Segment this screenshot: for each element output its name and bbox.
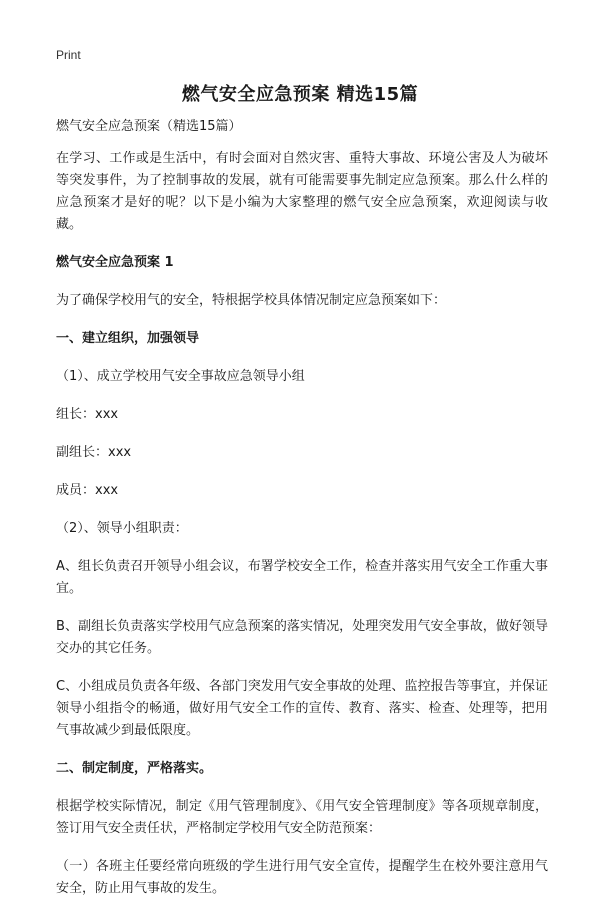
section-heading: 燃气安全应急预案 1 [56, 255, 174, 270]
part-heading: 一、建立组织，加强领导 [56, 331, 200, 346]
part-heading: 二、制定制度，严格落实。 [56, 761, 213, 776]
deputy-line: 副组长：xxx [56, 445, 132, 460]
leader-line: 组长：xxx [56, 407, 119, 422]
intro-paragraph: 在学习、工作或是生活中，有时会面对自然灾害、重特大事故、环境公害及人为破坏等突发事件，为了控制事故的发展，就有可能需要事先制定应急预案。那么什么样的应急预案才是好的呢？以下是小编为大家整理的燃气安全应急预案，欢迎阅读与收藏。 [56, 151, 548, 232]
part-paragraph: （一）各班主任要经常向班级的学生进行用气安全宣传，提醒学生在校外要注意用气安全，防止用气事故的发生。 [56, 859, 548, 896]
list-item: （1）、成立学校用气安全事故应急领导小组 [56, 369, 305, 384]
document-body [56, 116, 548, 916]
section-lead: 为了确保学校用气的安全，特根据学校具体情况制定应急预案如下： [56, 293, 447, 308]
part-paragraph: 根据学校实际情况，制定《用气管理制度》、《用气安全管理制度》等各项规章制度，签订用气安全责任状，严格制定学校用气安全防范预案： [56, 799, 548, 836]
print-label[interactable]: Print [56, 48, 81, 62]
document-subtitle: 燃气安全应急预案（精选15篇） [56, 119, 242, 134]
document-title: 燃气安全应急预案 精选15篇 [181, 84, 419, 105]
duty-paragraph: A、组长负责召开领导小组会议，布署学校安全工作，检查并落实用气安全工作重大事宜。 [56, 559, 548, 596]
duty-paragraph: C、小组成员负责各年级、各部门突发用气安全事故的处理、监控报告等事宜，并保证领导小组指令的畅通，做好用气安全工作的宣传、教育、落实、检查、处理等，把用气事故减少到最低限度。 [56, 679, 548, 738]
member-line: 成员：xxx [56, 483, 119, 498]
duty-paragraph: B、副组长负责落实学校用气应急预案的落实情况，处理突发用气安全事故，做好领导交办的其它任务。 [56, 619, 548, 656]
list-item: （2）、领导小组职责： [56, 521, 188, 536]
